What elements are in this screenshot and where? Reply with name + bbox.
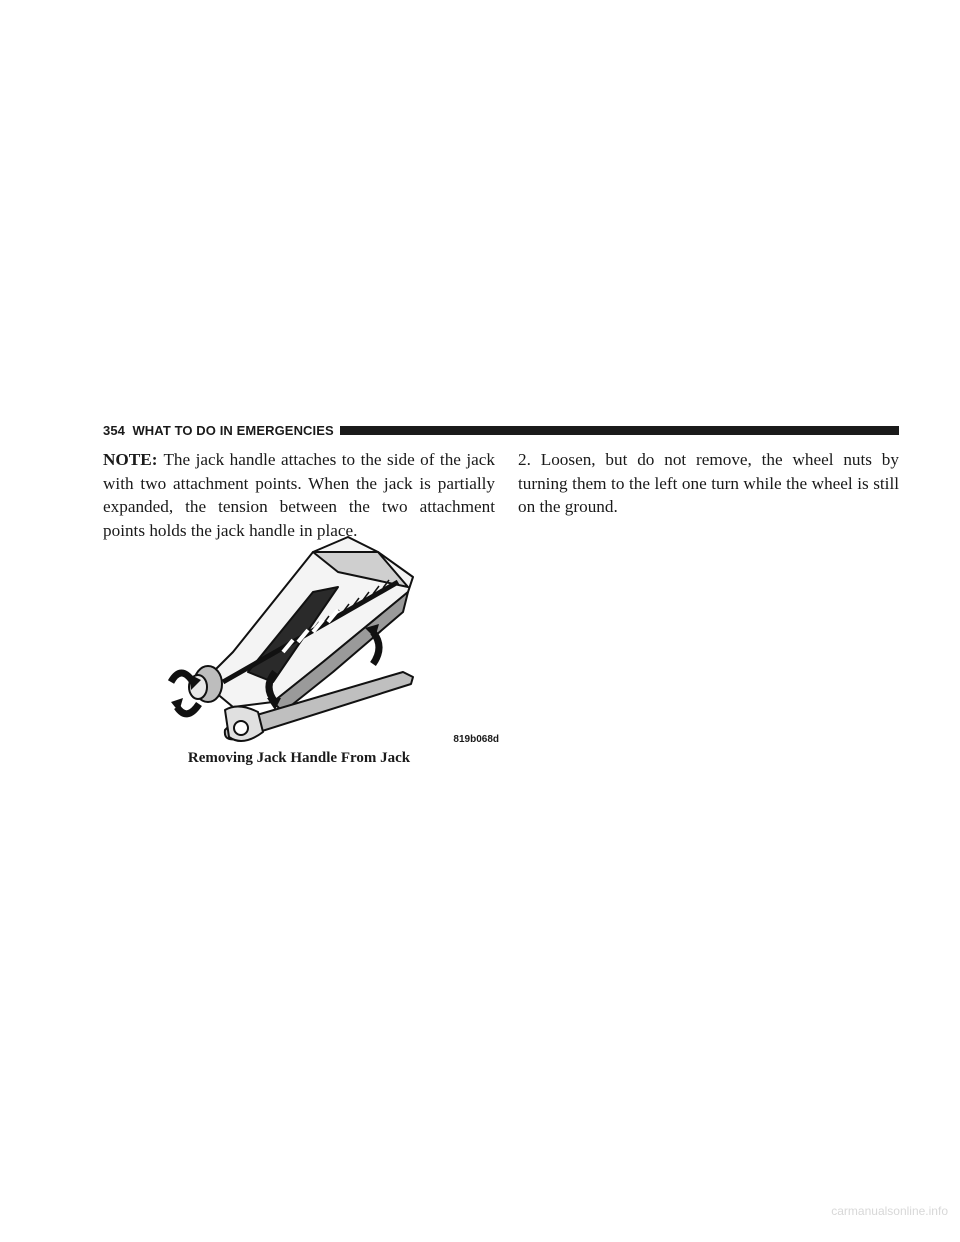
page-number: 354 [103, 422, 125, 438]
header-rule [340, 426, 899, 435]
jack-handle-drawing [163, 532, 501, 747]
page-header [103, 420, 899, 440]
note-label: NOTE: [103, 450, 158, 469]
right-column [518, 448, 899, 519]
jack-illustration [163, 532, 501, 747]
figure-code: 819b068d [453, 734, 499, 745]
step-paragraph: 2. Loosen, but do not remove, the wheel nuts by turning them to the left one turn while the wheel is still on the ground. [518, 450, 899, 516]
page-header-text [103, 423, 334, 438]
watermark: carmanualsonline.info [831, 1204, 948, 1218]
note-text: The jack handle attaches to the side of the jack with two attachment points. When the jack is partially expanded, the tension between the two attachment points holds the jack handle in place. [103, 450, 495, 540]
left-column [103, 448, 495, 542]
note-paragraph [103, 448, 495, 542]
figure-caption: Removing Jack Handle From Jack [187, 750, 411, 766]
handle-eye [234, 721, 248, 735]
section-title: WHAT TO DO IN EMERGENCIES [132, 422, 334, 438]
